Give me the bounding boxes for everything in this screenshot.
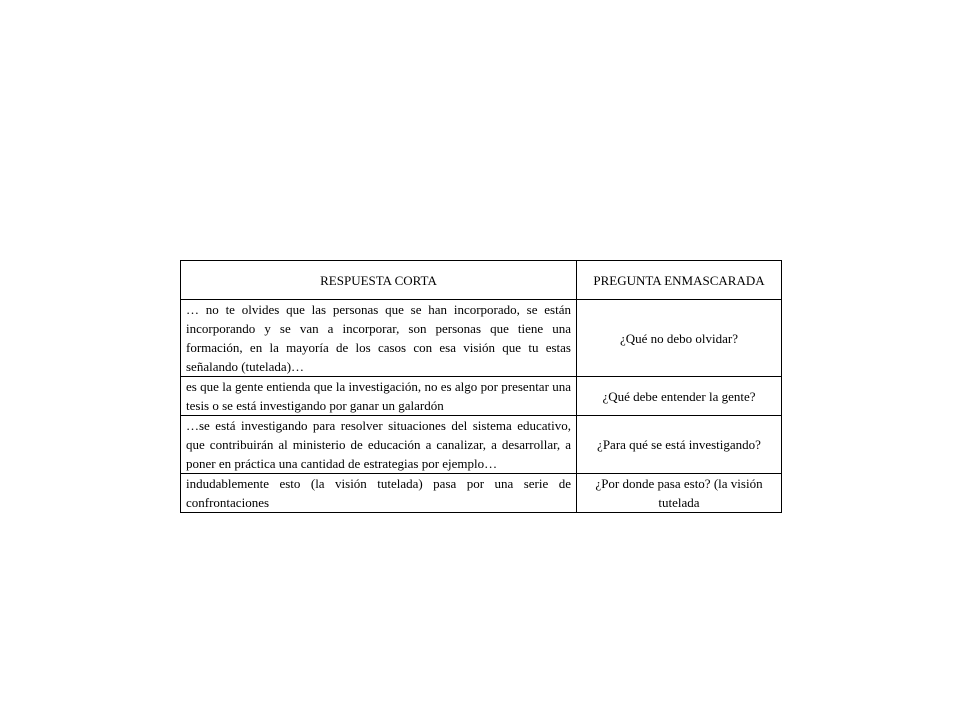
pregunta-cell: ¿Por donde pasa esto? (la visión tutelada [577, 474, 782, 513]
header-respuesta-corta: RESPUESTA CORTA [181, 261, 577, 300]
respuesta-cell: indudablemente esto (la visión tutelada) pasa por una serie de confrontaciones [181, 474, 577, 513]
table-row [181, 416, 782, 474]
table-row [181, 474, 782, 513]
table-row [181, 300, 782, 377]
header-pregunta-enmascarada: PREGUNTA ENMASCARADA [577, 261, 782, 300]
respuesta-cell: … no te olvides que las personas que se han incorporado, se están incorporando y se van a incorporar, son personas que tiene una formación, en la mayoría de los casos con esa visión que tu estas señalando (tutelada)… [181, 300, 577, 377]
table-header-row [181, 261, 782, 300]
pregunta-cell: ¿Para qué se está investigando? [577, 416, 782, 474]
pregunta-cell: ¿Qué no debo olvidar? [577, 300, 782, 377]
respuesta-cell: es que la gente entienda que la investigación, no es algo por presentar una tesis o se está investigando por ganar un galardón [181, 377, 577, 416]
pregunta-cell: ¿Qué debe entender la gente? [577, 377, 782, 416]
respuesta-cell: …se está investigando para resolver situaciones del sistema educativo, que contribuirán al ministerio de educación a canalizar, a desarrollar, a poner en práctica una cantidad de estrategias por ejemplo… [181, 416, 577, 474]
table-row [181, 377, 782, 416]
qa-table [180, 260, 782, 513]
